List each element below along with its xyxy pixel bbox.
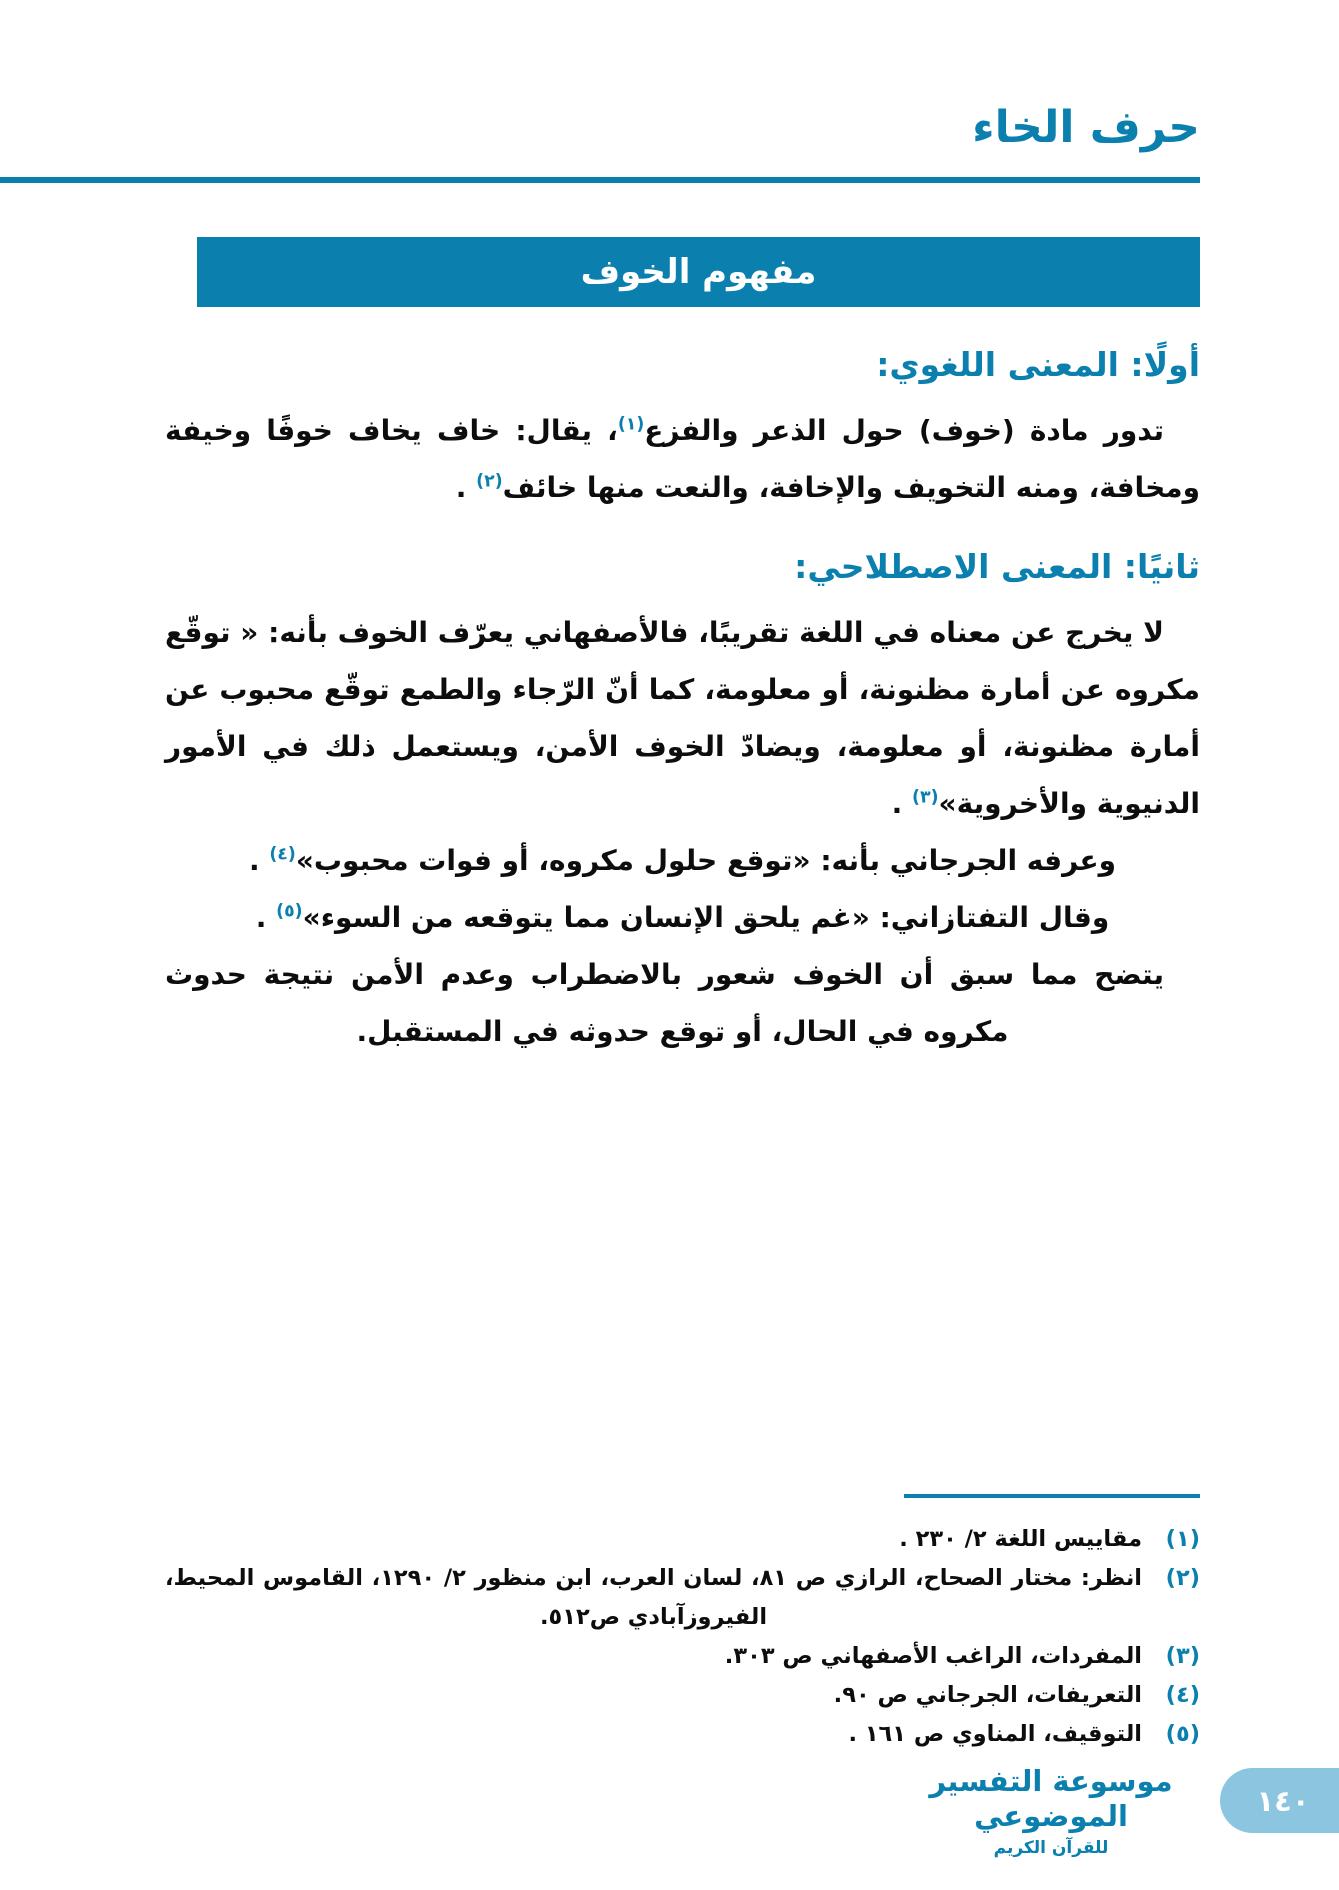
footnote-ref: (٢) (476, 471, 503, 492)
footnote-item (165, 1637, 1200, 1676)
footnote-number: (٢) (1165, 1565, 1200, 1591)
section-banner (197, 237, 1200, 307)
footnote-ref: (٤) (269, 844, 296, 865)
footnote-item (165, 1715, 1200, 1754)
footnote-text: المفردات، الراغب الأصفهاني ص ٣٠٣. (724, 1643, 1142, 1669)
footnote-number: (١) (1165, 1526, 1200, 1552)
text-run: تدور مادة (خوف) حول الذعر والفزع (644, 414, 1164, 447)
footnote-number: (٤) (1165, 1682, 1200, 1708)
publisher-logo (920, 1764, 1182, 1858)
footnote-divider (904, 1494, 1200, 1498)
text-run: . (891, 787, 913, 820)
chapter-title-calligraphy: حرف الخاء (972, 102, 1200, 153)
footnote-ref: (٥) (276, 901, 303, 922)
text-run: . (255, 901, 277, 934)
footnote-item (165, 1520, 1200, 1559)
logo-title: موسوعة التفسير الموضوعي (929, 1764, 1173, 1833)
footnote-text: التعريفات، الجرجاني ص ٩٠. (833, 1682, 1142, 1708)
section-heading: أولًا: المعنى اللغوي: (876, 345, 1200, 384)
footnote-text: انظر: مختار الصحاح، الرازي ص ٨١، لسان العرب، ابن منظور ٢/ ١٢٩٠، القاموس المحيط، الفيروزآبادي ص٥١٢. (165, 1565, 1142, 1630)
footnotes (165, 1520, 1200, 1754)
footnote-text: التوقيف، المناوي ص ١٦١ . (848, 1721, 1142, 1747)
text-run: . (248, 844, 270, 877)
footnote-item (165, 1676, 1200, 1715)
footnote-ref: (١) (617, 414, 645, 435)
paragraph (165, 402, 1200, 516)
text-run: . (455, 471, 477, 504)
text-run: يتضح مما سبق أن الخوف شعور بالاضطراب وعدم الأمن نتيجة حدوث مكروه في الحال، أو توقع حدوثه في المستقبل. (165, 958, 1164, 1048)
paragraph (165, 946, 1200, 1060)
footnote-number: (٥) (1165, 1721, 1200, 1747)
text-run: وقال التفتازاني: «غم يلحق الإنسان مما يتوقعه من السوء» (302, 901, 1110, 934)
section-heading: ثانيًا: المعنى الاصطلاحي: (794, 547, 1200, 586)
paragraph (165, 889, 1200, 946)
header-divider (0, 177, 1200, 183)
page-number-tab (1220, 1768, 1339, 1833)
footnote-number: (٣) (1165, 1643, 1200, 1669)
footnote-ref: (٣) (912, 787, 939, 808)
text-run: لا يخرج عن معناه في اللغة تقريبًا، فالأصفهاني يعرّف الخوف بأنه: « توقّع مكروه عن أمارة مظنونة، أو معلومة، كما أنّ الرّجاء والطمع توقّع محبوب عن أمارة مظنونة، أو معلومة، ويضادّ الخوف الأمن، ويستعمل ذلك في الأمور الدنيوية والأخروية» (165, 616, 1200, 820)
text-run: وعرفه الجرجاني بأنه: «توقع حلول مكروه، أو فوات محبوب» (295, 844, 1117, 877)
paragraph (165, 604, 1200, 832)
text-run: ، يقال: خاف يخاف خوفًا وخيفة ومخافة، ومنه التخويف والإخافة، والنعت منها خائف (165, 414, 1200, 504)
section-banner-title: مفهوم الخوف (580, 252, 817, 292)
page-number: ١٤٠ (1256, 1783, 1310, 1818)
footnote-text: مقاييس اللغة ٢/ ٢٣٠ . (899, 1526, 1142, 1552)
logo-subtitle: للقرآن الكريم (993, 1837, 1109, 1858)
footnote-item (165, 1559, 1200, 1637)
paragraph (165, 832, 1200, 889)
article-content (165, 338, 1200, 1060)
